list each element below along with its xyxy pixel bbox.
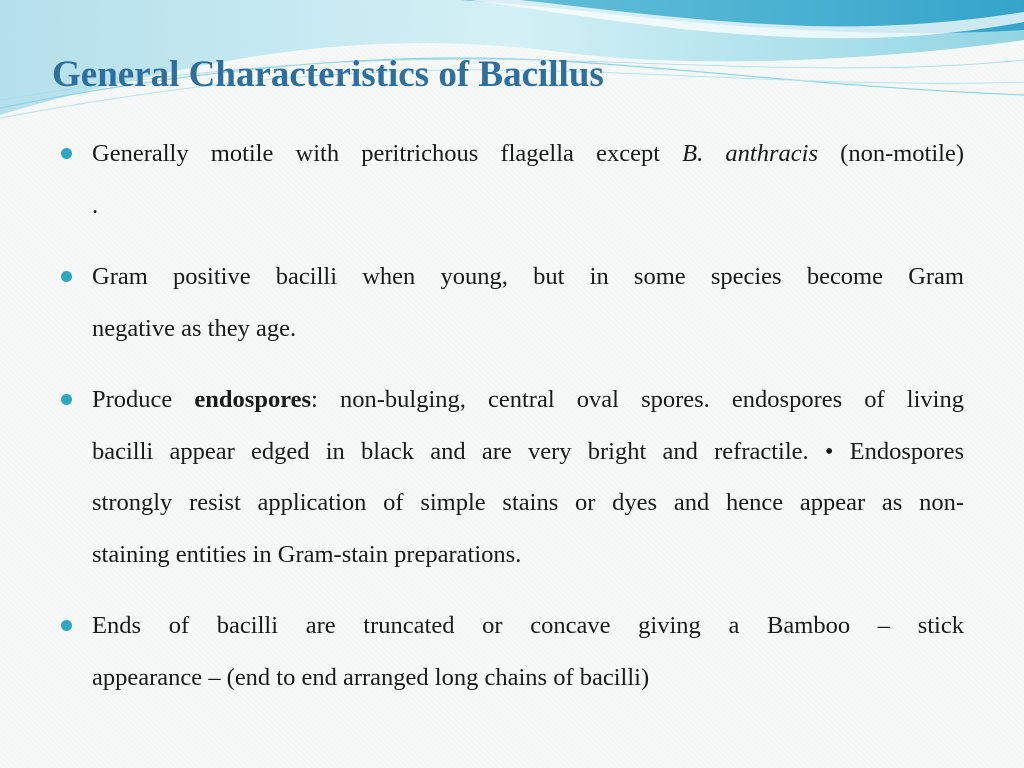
bullet-dot-icon [61,271,72,282]
bullet-dot-icon [61,394,72,405]
bullet-line: strongly resist application of simple stains or dyes and hence appear as non- [92,489,964,516]
bullet-line: . [92,191,99,219]
bullet-item-morphology [58,600,964,703]
bullet-line: staining entities in Gram-stain preparations. [92,540,522,568]
bullet-item-motility [58,128,964,231]
bullet-line: negative as they age. [92,314,297,342]
bullet-line: Produce endospores: non-bulging, central oval spores. endospores of living [92,386,964,413]
bullet-line: Generally motile with peritrichous flagella except B. anthracis (non-motile) [92,140,964,167]
slide-title: General Characteristics of Bacillus [52,54,604,95]
bullet-line: Gram positive bacilli when young, but in some species become Gram [92,263,964,290]
bullet-line: Ends of bacilli are truncated or concave giving a Bamboo – stick [92,612,964,639]
bullet-line: bacilli appear edged in black and are very bright and refractile. • Endospores [92,437,964,465]
bullet-item-gram-stain [58,251,964,354]
bullet-dot-icon [61,620,72,631]
keyword-endospores: endospores [194,386,312,413]
bullet-line: appearance – (end to end arranged long chains of bacilli) [92,663,650,691]
bullet-dot-icon [61,148,72,159]
species-name: B. anthracis [682,140,818,167]
bullet-list [58,128,964,723]
bullet-item-endospores [58,374,964,580]
